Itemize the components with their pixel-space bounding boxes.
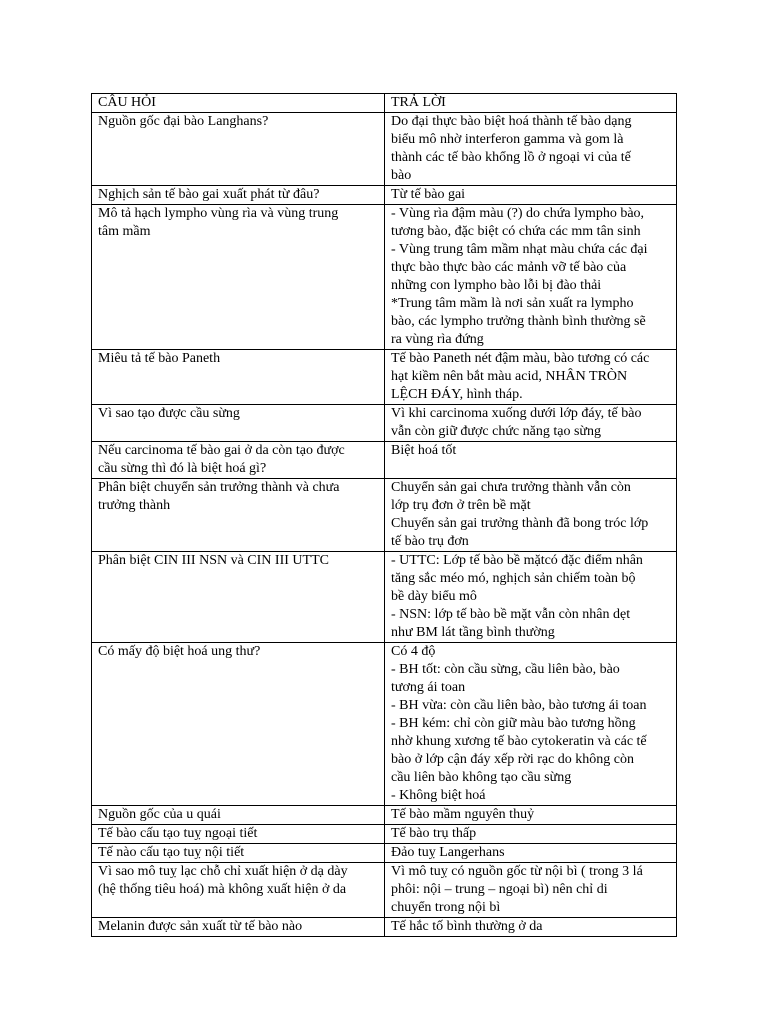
table-row: [92, 350, 677, 405]
answer-text-line: như BM lát tầng bình thường: [391, 625, 555, 640]
question-cell: [92, 405, 385, 442]
answer-text-line: - BH kém: chỉ còn giữ màu bào tương hồng: [391, 716, 636, 731]
answer-text-line: - UTTC: Lớp tế bào bề mặtcó đặc điểm nhân: [391, 553, 643, 568]
table-row: [92, 643, 677, 806]
answer-cell: [385, 205, 677, 350]
table-row: [92, 479, 677, 552]
question-cell: [92, 825, 385, 844]
answer-cell: [385, 806, 677, 825]
answer-text-line: bào: [391, 168, 412, 183]
question-text-line: Tế bào cấu tạo tuỵ ngoại tiết: [98, 826, 258, 841]
question-text-line: (hệ thống tiêu hoá) mà không xuất hiện ở da: [98, 882, 347, 897]
question-text-line: Miêu tả tế bào Paneth: [98, 351, 221, 366]
question-text-line: Vì sao mô tuỵ lạc chỗ chỉ xuất hiện ở dạ dày: [98, 864, 348, 879]
answer-text-line: - BH tốt: còn cầu sừng, cầu liên bào, bào: [391, 662, 620, 677]
question-cell: [92, 205, 385, 350]
answer-text-line: bào, các lympho trưởng thành bình thường sẽ: [391, 314, 646, 329]
table-row: [92, 552, 677, 643]
answer-text-line: - Vùng rìa đậm màu (?) do chứa lympho bào,: [391, 206, 645, 221]
answer-column-header: TRẢ LỜI: [385, 94, 677, 113]
table-row: [92, 186, 677, 205]
answer-text-line: Chuyển sản gai trưởng thành đã bong tróc lớp: [391, 516, 649, 531]
question-cell: [92, 806, 385, 825]
question-text-line: Melanin được sản xuất từ tế bào nào: [98, 919, 303, 934]
question-text-line: Phân biệt CIN III NSN và CIN III UTTC: [98, 553, 329, 568]
answer-cell: [385, 825, 677, 844]
answer-text-line: tế bào trụ đơn: [391, 534, 469, 549]
answer-cell: [385, 479, 677, 552]
answer-cell: [385, 186, 677, 205]
question-cell: [92, 552, 385, 643]
table-row: [92, 205, 677, 350]
answer-text-line: bào ở lớp cận đáy xếp rời rạc do không còn: [391, 752, 635, 767]
answer-text-line: những con lympho bào lỗi bị đào thải: [391, 278, 602, 293]
answer-text-line: lớp trụ đơn ở trên bề mặt: [391, 498, 531, 513]
answer-text-line: ra vùng rìa đứng: [391, 332, 484, 347]
answer-text-line: - BH vừa: còn cầu liên bào, bào tương ái toan: [391, 698, 647, 713]
question-text-line: Có mấy độ biệt hoá ung thư?: [98, 644, 261, 659]
question-text-line: Phân biệt chuyển sản trưởng thành và chưa: [98, 480, 340, 495]
question-cell: [92, 863, 385, 918]
question-text-line: Mô tả hạch lympho vùng rìa và vùng trung: [98, 206, 339, 221]
answer-cell: [385, 405, 677, 442]
question-text-line: trưởng thành: [98, 498, 171, 513]
answer-text-line: chuyển trong nội bì: [391, 900, 501, 915]
answer-text-line: Tế bào Paneth nét đậm màu, bào tương có các: [391, 351, 650, 366]
table-row: [92, 442, 677, 479]
question-cell: [92, 442, 385, 479]
answer-text-line: - Không biệt hoá: [391, 788, 486, 803]
answer-text-line: Do đại thực bào biệt hoá thành tế bào dạng: [391, 114, 632, 129]
answer-cell: [385, 643, 677, 806]
qa-table: [91, 93, 677, 937]
question-cell: [92, 479, 385, 552]
answer-text-line: Tế bào mầm nguyên thuỷ: [391, 807, 535, 822]
answer-text-line: hạt kiềm nên bắt màu acid, NHÂN TRÒN: [391, 369, 628, 384]
answer-text-line: tăng sắc méo mó, nghịch sản chiếm toàn bộ: [391, 571, 636, 586]
question-text-line: tâm mầm: [98, 224, 151, 239]
question-text-line: Nguồn gốc của u quái: [98, 807, 221, 822]
answer-text-line: phôi: nội – trung – ngoại bì) nên chỉ di: [391, 882, 608, 897]
answer-text-line: Chuyển sản gai chưa trưởng thành vẫn còn: [391, 480, 631, 495]
question-cell: [92, 350, 385, 405]
answer-text-line: biểu mô nhờ interferon gamma và gom là: [391, 132, 624, 147]
question-cell: [92, 844, 385, 863]
answer-text-line: Vì khi carcinoma xuống dưới lớp đáy, tế bào: [391, 406, 642, 421]
answer-cell: [385, 844, 677, 863]
table-row: [92, 405, 677, 442]
answer-text-line: Từ tế bào gai: [391, 187, 466, 202]
answer-cell: [385, 863, 677, 918]
answer-text-line: vẫn còn giữ được chức năng tạo sừng: [391, 424, 601, 439]
answer-text-line: tương bào, đặc biệt có chứa các mm tân sinh: [391, 224, 641, 239]
table-row: [92, 863, 677, 918]
question-cell: [92, 918, 385, 937]
question-text-line: cầu sừng thì đó là biệt hoá gì?: [98, 461, 267, 476]
answer-text-line: tương ái toan: [391, 680, 466, 695]
table-row: [92, 113, 677, 186]
table-row: [92, 844, 677, 863]
answer-cell: [385, 918, 677, 937]
answer-cell: [385, 350, 677, 405]
answer-text-line: cầu liên bào không tạo cầu sừng: [391, 770, 572, 785]
answer-text-line: Biệt hoá tốt: [391, 443, 457, 458]
answer-text-line: LỆCH ĐÁY, hình tháp.: [391, 387, 523, 402]
answer-text-line: - NSN: lớp tế bào bề mặt vẫn còn nhân dẹt: [391, 607, 631, 622]
answer-text-line: *Trung tâm mầm là nơi sản xuất ra lympho: [391, 296, 634, 311]
question-text-line: Nếu carcinoma tế bào gai ở da còn tạo được: [98, 443, 345, 458]
answer-text-line: Tế hắc tố bình thường ở da: [391, 919, 543, 934]
question-cell: [92, 186, 385, 205]
question-text-line: Vì sao tạo được cầu sừng: [98, 406, 240, 421]
question-column-header: CÂU HỎI: [92, 94, 385, 113]
answer-cell: [385, 552, 677, 643]
answer-text-line: Tế bào trụ thấp: [391, 826, 477, 841]
answer-text-line: bề dày biểu mô: [391, 589, 477, 604]
qa-table-body: [92, 113, 677, 937]
answer-cell: [385, 113, 677, 186]
question-cell: [92, 643, 385, 806]
answer-cell: [385, 442, 677, 479]
answer-text-line: thành các tế bào khổng lồ ở ngoại vi của tế: [391, 150, 631, 165]
answer-text-line: - Vùng trung tâm mầm nhạt màu chứa các đại: [391, 242, 648, 257]
answer-text-line: Đảo tuỵ Langerhans: [391, 845, 505, 860]
table-header-row: [92, 94, 677, 113]
table-row: [92, 918, 677, 937]
table-row: [92, 806, 677, 825]
answer-text-line: Có 4 độ: [391, 644, 436, 659]
answer-text-line: nhờ khung xương tế bào cytokeratin và các tế: [391, 734, 647, 749]
question-text-line: Nguồn gốc đại bào Langhans?: [98, 114, 269, 129]
answer-text-line: thực bào thực bào các mảnh vỡ tế bào của: [391, 260, 627, 275]
question-cell: [92, 113, 385, 186]
question-text-line: Nghịch sản tế bào gai xuất phát từ đâu?: [98, 187, 320, 202]
table-row: [92, 825, 677, 844]
answer-text-line: Vì mô tuỵ có nguồn gốc từ nội bì ( trong 3 lá: [391, 864, 643, 879]
question-text-line: Tế nào cấu tạo tuỵ nội tiết: [98, 845, 245, 860]
